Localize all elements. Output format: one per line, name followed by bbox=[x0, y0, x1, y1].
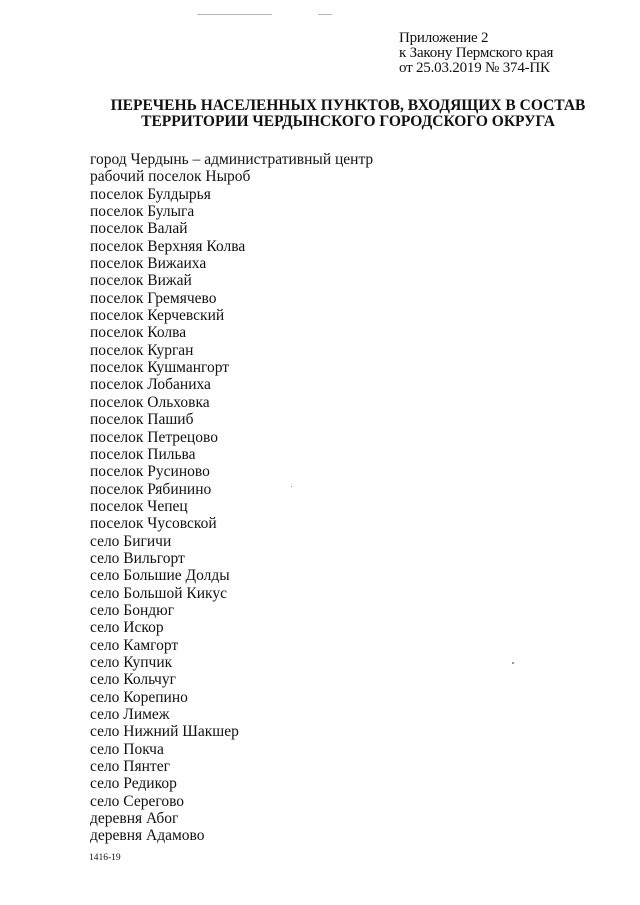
settlement-item: село Камгорт bbox=[90, 636, 179, 654]
scan-artifact-line bbox=[318, 14, 332, 15]
settlement-item: поселок Русиново bbox=[90, 463, 210, 481]
scan-speck bbox=[512, 662, 514, 664]
settlement-item: село Покча bbox=[90, 740, 164, 758]
settlement-item: поселок Вижай bbox=[90, 272, 192, 290]
settlement-item: поселок Вижаиха bbox=[90, 255, 207, 273]
settlement-item: поселок Кушмангорт bbox=[90, 359, 230, 377]
settlement-item: поселок Лобаниха bbox=[90, 376, 211, 394]
scan-speck bbox=[291, 486, 292, 487]
title-line-2: ТЕРРИТОРИИ ЧЕРДЫНСКОГО ГОРОДСКОГО ОКРУГА bbox=[141, 113, 555, 130]
settlement-item: село Лимеж bbox=[90, 706, 170, 723]
settlement-item: село Нижний Шакшер bbox=[90, 723, 239, 741]
settlement-item: город Чердынь – административный центр bbox=[90, 151, 374, 168]
settlement-item: село Бигичи bbox=[90, 532, 172, 550]
settlement-item: село Бондюг bbox=[90, 601, 175, 619]
appendix-header bbox=[399, 31, 553, 76]
settlement-list bbox=[90, 151, 373, 845]
settlement-item: село Купчик bbox=[90, 653, 173, 671]
settlement-item: поселок Гремячево bbox=[90, 289, 217, 307]
settlement-item: поселок Верхняя Колва bbox=[90, 237, 246, 255]
settlement-item: село Искор bbox=[90, 619, 164, 637]
settlement-item: поселок Булыга bbox=[90, 203, 195, 221]
settlement-item: поселок Пашиб bbox=[90, 411, 194, 429]
settlement-item: поселок Валай bbox=[90, 220, 188, 238]
settlement-item: поселок Колва bbox=[90, 324, 187, 342]
settlement-item: поселок Керчевский bbox=[90, 307, 225, 325]
settlement-item: поселок Пильва bbox=[90, 445, 196, 463]
appendix-law-reference: к Закону Пермского края bbox=[399, 45, 554, 61]
settlement-item: деревня Адамово bbox=[90, 827, 205, 845]
settlement-item: поселок Ольховка bbox=[90, 393, 210, 411]
settlement-item: поселок Чусовской bbox=[90, 515, 217, 533]
settlement-item: село Редикор bbox=[90, 775, 177, 793]
settlement-item: поселок Булдырья bbox=[90, 185, 211, 203]
scan-artifact-line bbox=[197, 14, 272, 15]
settlement-item: поселок Рябинино bbox=[90, 480, 212, 498]
settlement-item: село Большой Кикус bbox=[90, 584, 227, 602]
document-title bbox=[0, 98, 640, 130]
settlement-item: поселок Курган bbox=[90, 341, 194, 359]
settlement-item: поселок Петрецово bbox=[90, 428, 218, 446]
settlement-item: деревня Абог bbox=[90, 810, 179, 828]
settlement-item: село Кольчуг bbox=[90, 671, 176, 689]
appendix-number: Приложение 2 bbox=[399, 30, 489, 46]
settlement-item: село Корепино bbox=[90, 688, 188, 706]
settlement-item: село Пянтег bbox=[90, 758, 170, 776]
settlement-item: село Вильгорт bbox=[90, 549, 185, 567]
appendix-law-date-number: от 25.03.2019 № 374-ПК bbox=[399, 60, 550, 76]
title-line-1: ПЕРЕЧЕНЬ НАСЕЛЕННЫХ ПУНКТОВ, ВХОДЯЩИХ В СОСТАВ bbox=[110, 97, 586, 114]
settlement-item: поселок Чепец bbox=[90, 497, 188, 515]
settlement-item: село Серегово bbox=[90, 792, 185, 810]
document-code: 1416-19 bbox=[89, 853, 121, 863]
settlement-item: рабочий поселок Ныроб bbox=[90, 168, 251, 186]
settlement-item: село Большие Долды bbox=[90, 567, 230, 585]
